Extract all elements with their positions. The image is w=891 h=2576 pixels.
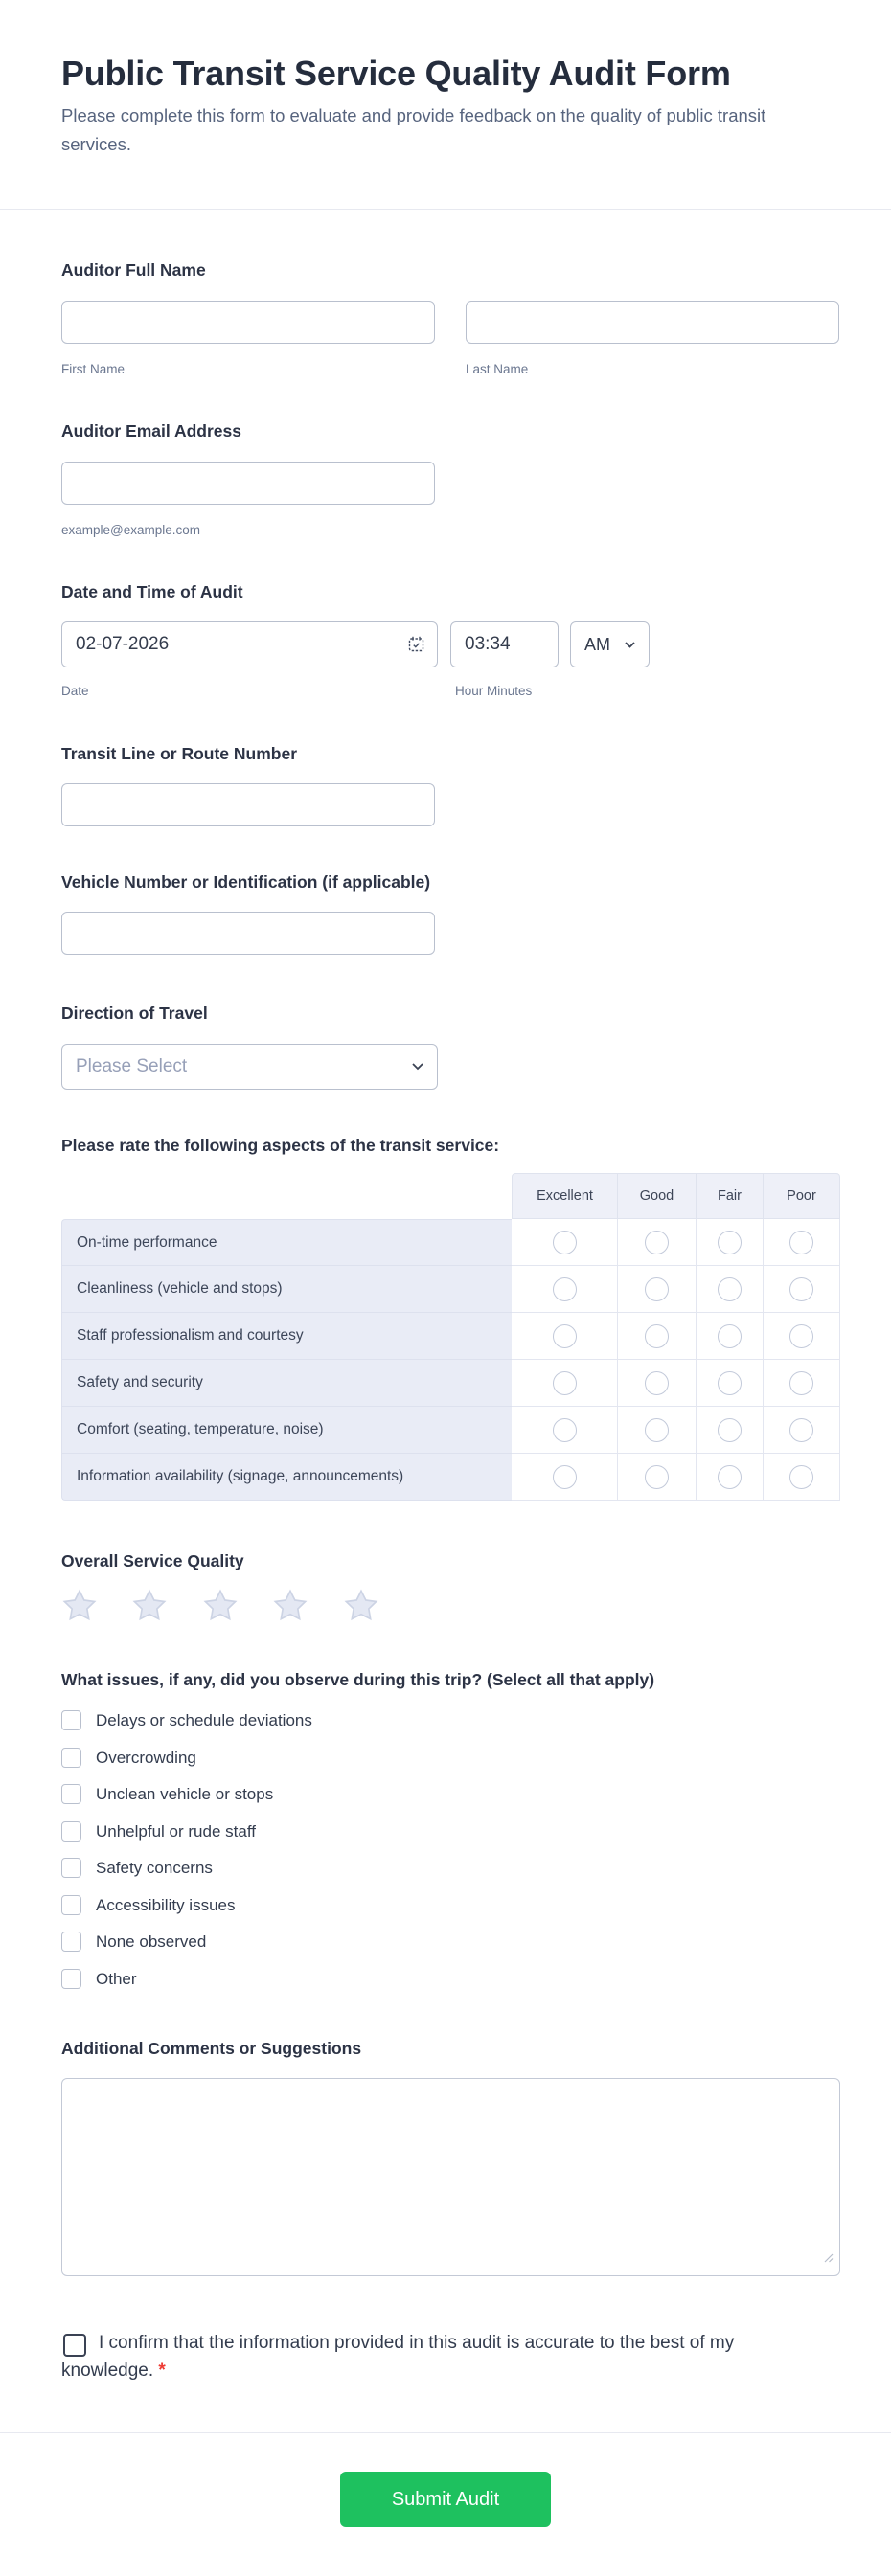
rating-cell (697, 1360, 764, 1407)
rating-row-label: Staff professionalism and courtesy (61, 1313, 512, 1360)
rating-column-header: Excellent (512, 1173, 618, 1219)
radio-staff-good[interactable] (645, 1324, 669, 1348)
rating-cell (512, 1407, 618, 1454)
rating-corner-cell (61, 1173, 512, 1219)
star-icon[interactable] (201, 1587, 240, 1630)
required-asterisk: * (158, 2361, 166, 2381)
rating-table (61, 1173, 840, 1501)
route-input[interactable] (61, 783, 435, 826)
radio-comfort-good[interactable] (645, 1418, 669, 1442)
rating-cell (764, 1407, 840, 1454)
rating-cell (618, 1407, 697, 1454)
vehicle-input[interactable] (61, 912, 435, 955)
rating-column-header: Fair (697, 1173, 764, 1219)
route-label: Transit Line or Route Number (61, 744, 297, 763)
star-rating (60, 1587, 380, 1630)
checkbox-delays[interactable] (61, 1710, 81, 1730)
resize-handle-icon[interactable] (823, 2250, 834, 2268)
ampm-select[interactable] (570, 621, 650, 667)
footer-divider (0, 2432, 891, 2433)
direction-label: Direction of Travel (61, 1004, 208, 1023)
chevron-down-icon (625, 636, 635, 653)
rating-cell (764, 1313, 840, 1360)
radio-staff-excellent[interactable] (553, 1324, 577, 1348)
checkbox-accessibility[interactable] (61, 1895, 81, 1915)
checkbox-label: Delays or schedule deviations (96, 1711, 312, 1729)
time-sublabel: Hour Minutes (455, 684, 533, 698)
checkbox-safety[interactable] (61, 1858, 81, 1878)
chevron-down-icon (412, 1058, 423, 1075)
time-input[interactable] (450, 621, 559, 667)
star-icon[interactable] (60, 1587, 99, 1630)
radio-cleanliness-poor[interactable] (789, 1277, 813, 1301)
direction-placeholder: Please Select (76, 1056, 188, 1076)
rating-cell (764, 1360, 840, 1407)
rating-cell (618, 1313, 697, 1360)
date-sublabel: Date (61, 684, 89, 698)
checkbox-label: Overcrowding (96, 1749, 196, 1767)
page-subtitle: Please complete this form to evaluate and provide feedback on the quality of public transit services. (61, 105, 766, 154)
email-label: Auditor Email Address (61, 421, 241, 441)
rating-cell (697, 1313, 764, 1360)
rating-column-header: Poor (764, 1173, 840, 1219)
radio-on-time-excellent[interactable] (553, 1231, 577, 1254)
checkbox-label: Unhelpful or rude staff (96, 1822, 256, 1841)
issues-label: What issues, if any, did you observe during this trip? (Select all that apply) (61, 1670, 655, 1689)
checkbox-unclean[interactable] (61, 1784, 81, 1804)
star-icon[interactable] (130, 1587, 169, 1630)
submit-button[interactable]: Submit Audit (340, 2472, 551, 2527)
rating-cell (764, 1454, 840, 1501)
radio-cleanliness-excellent[interactable] (553, 1277, 577, 1301)
radio-comfort-poor[interactable] (789, 1418, 813, 1442)
star-icon[interactable] (271, 1587, 309, 1630)
radio-information-excellent[interactable] (553, 1465, 577, 1489)
email-sublabel: example@example.com (61, 523, 201, 537)
calendar-check-icon[interactable] (407, 635, 425, 658)
first-name-sublabel: First Name (61, 362, 126, 376)
checkbox-label: None observed (96, 1932, 207, 1951)
page-title: Public Transit Service Quality Audit Form (61, 54, 731, 93)
radio-information-fair[interactable] (718, 1465, 742, 1489)
confirm-statement (61, 2329, 743, 2384)
checkbox-label: Safety concerns (96, 1859, 213, 1877)
radio-on-time-fair[interactable] (718, 1231, 742, 1254)
last-name-sublabel: Last Name (466, 362, 529, 376)
rating-cell (512, 1266, 618, 1313)
rating-column-header: Good (618, 1173, 697, 1219)
checkbox-none-observed[interactable] (61, 1932, 81, 1952)
date-input[interactable] (61, 621, 438, 667)
rating-cell (697, 1219, 764, 1266)
comments-textarea[interactable] (61, 2078, 840, 2276)
checkbox-other[interactable] (61, 1969, 81, 1989)
rating-cell (697, 1407, 764, 1454)
rating-cell (512, 1360, 618, 1407)
rating-cell (512, 1313, 618, 1360)
radio-safety-fair[interactable] (718, 1371, 742, 1395)
star-icon[interactable] (342, 1587, 380, 1630)
checkbox-label: Accessibility issues (96, 1896, 236, 1914)
radio-cleanliness-fair[interactable] (718, 1277, 742, 1301)
radio-on-time-poor[interactable] (789, 1231, 813, 1254)
radio-staff-fair[interactable] (718, 1324, 742, 1348)
rating-cell (618, 1360, 697, 1407)
rating-cell (618, 1266, 697, 1313)
last-name-input[interactable] (466, 301, 839, 344)
rating-label: Please rate the following aspects of the transit service: (61, 1136, 500, 1155)
auditor-name-label: Auditor Full Name (61, 260, 206, 280)
rating-cell (618, 1219, 697, 1266)
first-name-input[interactable] (61, 301, 435, 344)
checkbox-unhelpful-staff[interactable] (61, 1821, 81, 1842)
rating-row-label: Comfort (seating, temperature, noise) (61, 1407, 512, 1454)
radio-safety-good[interactable] (645, 1371, 669, 1395)
radio-staff-poor[interactable] (789, 1324, 813, 1348)
header-divider (0, 209, 891, 210)
radio-information-poor[interactable] (789, 1465, 813, 1489)
rating-cell (512, 1219, 618, 1266)
rating-cell (764, 1219, 840, 1266)
rating-cell (697, 1266, 764, 1313)
email-input[interactable] (61, 462, 435, 505)
radio-on-time-good[interactable] (645, 1231, 669, 1254)
radio-comfort-excellent[interactable] (553, 1418, 577, 1442)
radio-comfort-fair[interactable] (718, 1418, 742, 1442)
overall-label: Overall Service Quality (61, 1551, 244, 1570)
checkbox-label: Unclean vehicle or stops (96, 1785, 274, 1803)
checkbox-overcrowding[interactable] (61, 1748, 81, 1768)
datetime-label: Date and Time of Audit (61, 582, 243, 601)
vehicle-label: Vehicle Number or Identification (if applicable) (61, 872, 431, 892)
comments-field (61, 2078, 840, 2276)
radio-safety-excellent[interactable] (553, 1371, 577, 1395)
rating-cell (764, 1266, 840, 1313)
direction-select[interactable] (61, 1044, 438, 1090)
rating-cell (618, 1454, 697, 1501)
rating-cell (512, 1454, 618, 1501)
radio-cleanliness-good[interactable] (645, 1277, 669, 1301)
date-field (61, 621, 438, 667)
rating-row-label: Cleanliness (vehicle and stops) (61, 1266, 512, 1313)
rating-row-label: On-time performance (61, 1219, 512, 1266)
rating-row-label: Safety and security (61, 1360, 512, 1407)
rating-row-label: Information availability (signage, announcements) (61, 1454, 512, 1501)
ampm-value: AM (584, 634, 610, 654)
confirm-label: I confirm that the information provided in this audit is accurate to the best of my knowledge. (61, 2333, 735, 2381)
comments-label: Additional Comments or Suggestions (61, 2039, 362, 2058)
radio-safety-poor[interactable] (789, 1371, 813, 1395)
checkbox-label: Other (96, 1970, 137, 1988)
radio-information-good[interactable] (645, 1465, 669, 1489)
rating-cell (697, 1454, 764, 1501)
